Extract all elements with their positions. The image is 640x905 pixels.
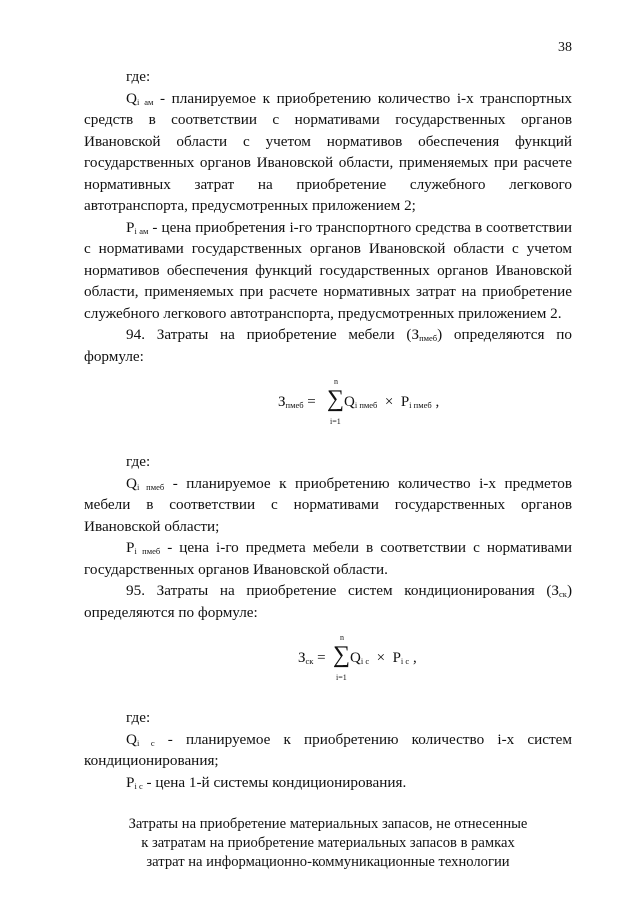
section-heading: [84, 815, 572, 872]
formula-furniture: [84, 367, 572, 443]
sum-upper-limit: n: [340, 633, 344, 642]
paragraph-94: [84, 324, 572, 367]
gde-label: где:: [126, 453, 151, 470]
symbol-q-subscript: i с: [136, 737, 155, 748]
symbol-z-subscript: пмеб: [419, 333, 438, 343]
page-number: 38: [558, 40, 572, 55]
sum-lower-limit: i=1: [330, 417, 341, 426]
heading-line: затрат на информационно-коммуникационные технологии: [146, 854, 510, 870]
symbol-p: P: [126, 773, 135, 791]
definition-q-sk: [84, 729, 572, 772]
paragraph-text: ) определяются по формуле:: [84, 326, 572, 365]
definition-text: - планируемое к приобретению количество i-х транспортных средств в соответствии с нормативами государственных органов Ивановской области с учетом нормативов обеспечения функций государственных органов Ивановской области, применяемых при расчете нормативных затрат на приобретение служебного легкового автотранспорта, предусмотренных приложением 2;: [84, 89, 572, 214]
symbol-p-subscript: i ам: [134, 225, 149, 236]
definition-p-pmeb: [84, 537, 572, 580]
formula-lhs: $З_{пмеб}$ =: [278, 394, 316, 410]
definition-text: - планируемое к приобретению количество i-х предметов мебели в соответствии с нормативами государственных органов Ивановской области;: [84, 474, 572, 535]
symbol-p-subscript: i с: [134, 780, 143, 791]
formula-rhs: $Q_{i с} \times P_{i с}$ ,: [350, 650, 417, 666]
paragraph-text: 95. Затраты на приобретение систем кондиционирования (: [126, 582, 552, 599]
formula-air-conditioning: [84, 623, 572, 699]
definition-text: - цена 1-й системы кондиционирования.: [142, 773, 407, 791]
sum-symbol: ∑: [333, 642, 351, 668]
definition-p-sk: [84, 772, 572, 794]
symbol-q: Q: [126, 474, 137, 492]
paragraph-text: ) определяются по формуле:: [84, 582, 572, 621]
gde-label: где:: [126, 68, 151, 85]
formula-lhs: $З_{ск}$ =: [298, 650, 326, 666]
sum-upper-limit: n: [334, 377, 338, 386]
sum-lower-limit: i=1: [336, 673, 347, 682]
symbol-z: З: [551, 582, 560, 599]
definition-text: - планируемое к приобретению количество i-х систем кондиционирования;: [84, 730, 572, 769]
paragraph-95: [84, 580, 572, 623]
definition-q-am: [84, 88, 572, 217]
symbol-q: Q: [126, 730, 137, 748]
formula-rhs: $Q_{i пмеб} \times P_{i пмеб}$ ,: [344, 394, 440, 410]
document-body: [84, 66, 572, 872]
symbol-q-subscript: i ам: [136, 96, 154, 107]
heading-line: к затратам на приобретение материальных запасов в рамках: [141, 835, 515, 851]
sum-symbol: ∑: [327, 386, 345, 412]
symbol-p: P: [126, 539, 135, 556]
gde-label: где:: [126, 709, 151, 726]
definition-q-pmeb: [84, 473, 572, 538]
symbol-q-subscript: i пмеб: [136, 481, 165, 492]
paragraph-text: 94. Затраты на приобретение мебели (: [126, 326, 412, 343]
symbol-p: P: [126, 218, 135, 236]
symbol-z: З: [411, 326, 420, 343]
symbol-p-subscript: i пмеб: [134, 546, 161, 556]
heading-line: Затраты на приобретение материальных запасов, не отнесенные: [128, 816, 528, 832]
definition-p-am: [84, 217, 572, 325]
definition-text: - цена приобретения i-го транспортного средства в соответствии с нормативами государственных органов Ивановской области с учетом нормативов обеспечения функций государственных органов Ивановской области, применяемых при расчете нормативных затрат на приобретение служебного легкового автотранспорта, предусмотренных приложением 2.: [84, 218, 572, 322]
symbol-q: Q: [126, 89, 137, 107]
symbol-z-subscript: ск: [559, 589, 567, 599]
definition-text: - цена i-го предмета мебели в соответствии с нормативами государственных органов Ивановской области.: [84, 539, 572, 578]
